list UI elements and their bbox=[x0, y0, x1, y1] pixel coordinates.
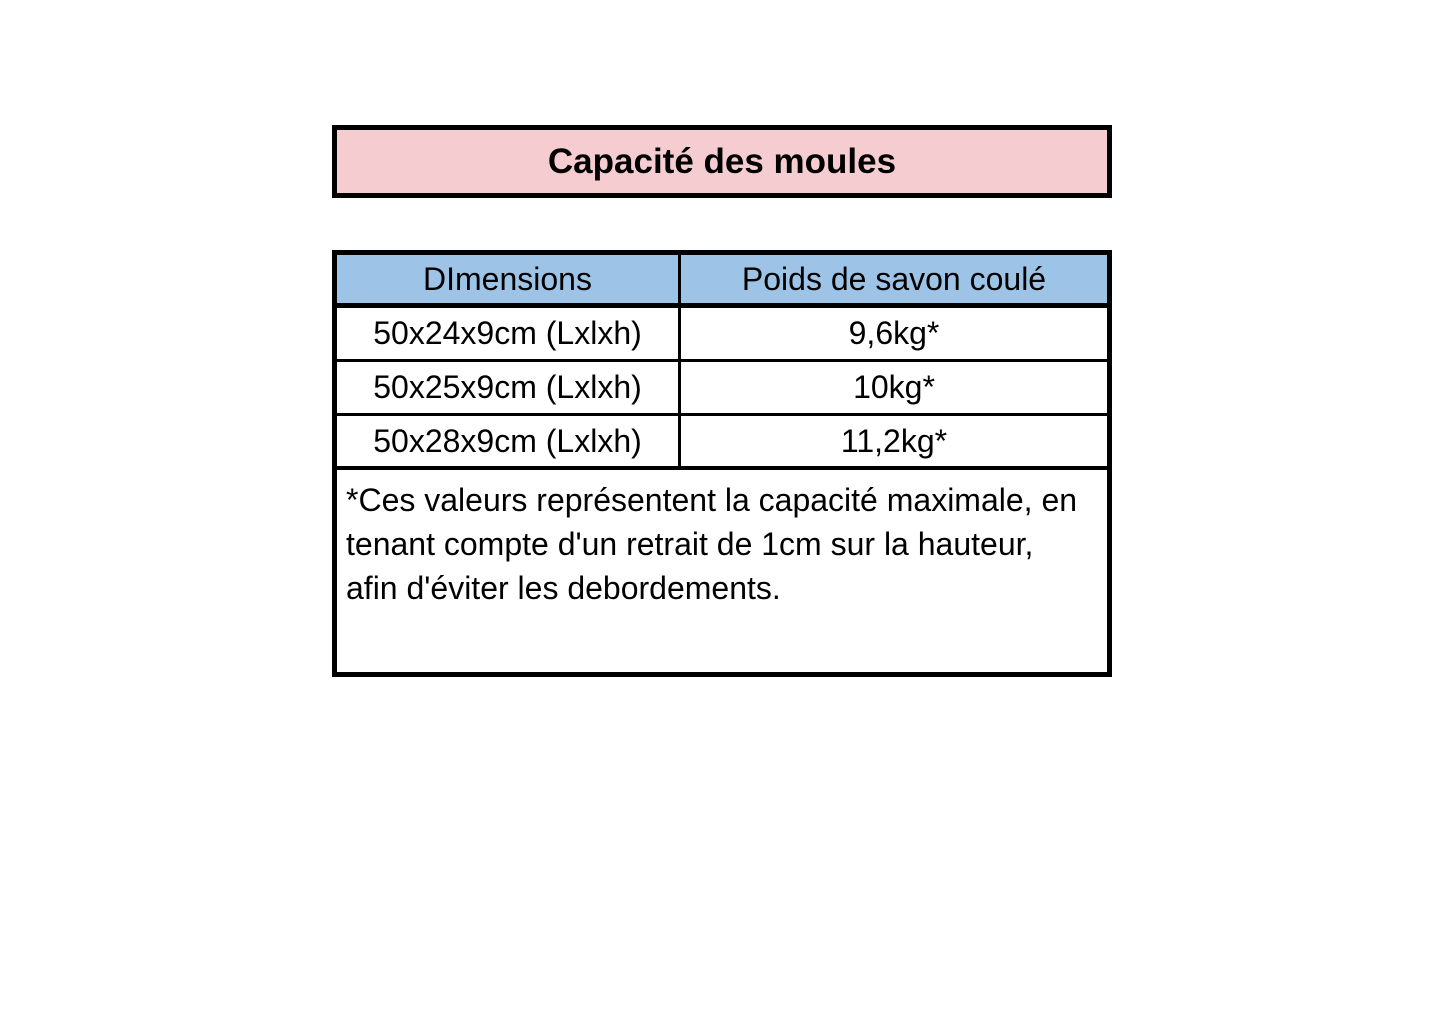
weight-value: 11,2kg* bbox=[840, 422, 948, 459]
dimensions-value: 50x25x9cm (Lxlxh) bbox=[337, 362, 681, 413]
weight-value: 10kg* bbox=[853, 369, 935, 405]
dimensions-value: 50x28x9cm (Lxlxh) bbox=[337, 416, 681, 466]
header-cell-dimensions: DImensions bbox=[337, 255, 681, 303]
table-header-row bbox=[337, 255, 1107, 308]
page-title: Capacité des moules bbox=[547, 141, 897, 181]
dimensions-value: 50x24x9cm (Lxlxh) bbox=[337, 308, 681, 359]
table-row bbox=[337, 362, 1107, 416]
weight-value: 9,6kg* bbox=[848, 315, 940, 351]
table-footnote: *Ces valeurs représentent la capacité maximale, en tenant compte d'un retrait de 1cm sur la hauteur, afin d'éviter les debordements. bbox=[346, 482, 1078, 606]
header-cell-weight: Poids de savon coulé bbox=[741, 260, 1047, 297]
title-banner bbox=[332, 125, 1112, 198]
table-row bbox=[337, 416, 1107, 470]
table-row bbox=[337, 308, 1107, 362]
capacity-table bbox=[332, 250, 1112, 677]
